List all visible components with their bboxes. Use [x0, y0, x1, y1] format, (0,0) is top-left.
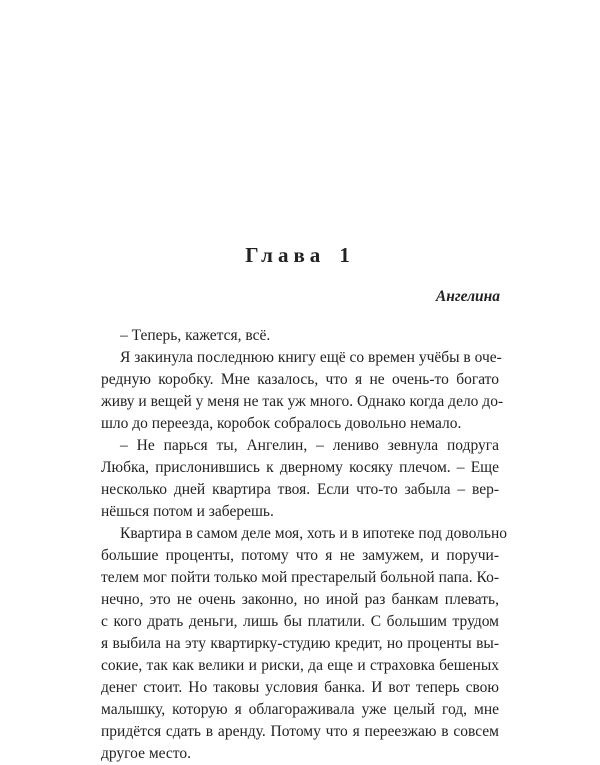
text-line: с кого драть деньги, лишь бы платили. С большим трудом [101, 613, 499, 630]
chapter-label: Глава [245, 243, 326, 267]
text-line: нечно, это не очень законно, но иной раз банкам плевать, [101, 591, 499, 608]
chapter-number: 1 [339, 243, 355, 267]
text-line: большие проценты, потому что я не замужем, и поручи- [101, 547, 499, 564]
text-line: Квартира в самом деле моя, хоть и в ипотеке под довольно [120, 525, 508, 542]
chapter-body [101, 325, 508, 765]
text-line: телем мог пойти только мой престарелый больной папа. Ко- [101, 569, 499, 586]
text-line: Я закинула последнюю книгу ещё со времен учёбы в оче- [120, 349, 502, 366]
text-line: редную коробку. Мне казалось, что я не очень-то богато [101, 371, 499, 388]
text-line: другое место. [101, 745, 191, 762]
text-line: несколько дней квартира твоя. Если что-то забыла – вер- [101, 481, 499, 498]
pov-character-name: Ангелина [435, 288, 500, 305]
text-line: – Не парься ты, Ангелин, – лениво зевнула подруга [120, 437, 499, 454]
text-line: живу и вещей у меня не так уж много. Однако когда дело до- [101, 393, 504, 410]
text-line: – Теперь, кажется, всё. [120, 327, 271, 344]
text-line: Любка, прислонившись к дверному косяку плечом. – Еще [101, 459, 499, 476]
text-line: сокие, так как велики и риски, да еще и страховка бешеных [101, 657, 499, 674]
text-line: придётся сдать в аренду. Потому что я переезжаю в совсем [101, 723, 499, 740]
text-line: денег стоит. Но таковы условия банка. И вот теперь свою [101, 679, 499, 696]
text-line: нёшься потом и заберешь. [101, 503, 274, 520]
text-line: шло до переезда, коробок собралось довольно немало. [101, 415, 462, 432]
text-line: я выбила на эту квартирку-студию кредит, но проценты вы- [101, 635, 499, 652]
text-line: малышку, которую я облагораживала уже целый год, мне [101, 701, 499, 718]
chapter-heading [0, 243, 600, 268]
